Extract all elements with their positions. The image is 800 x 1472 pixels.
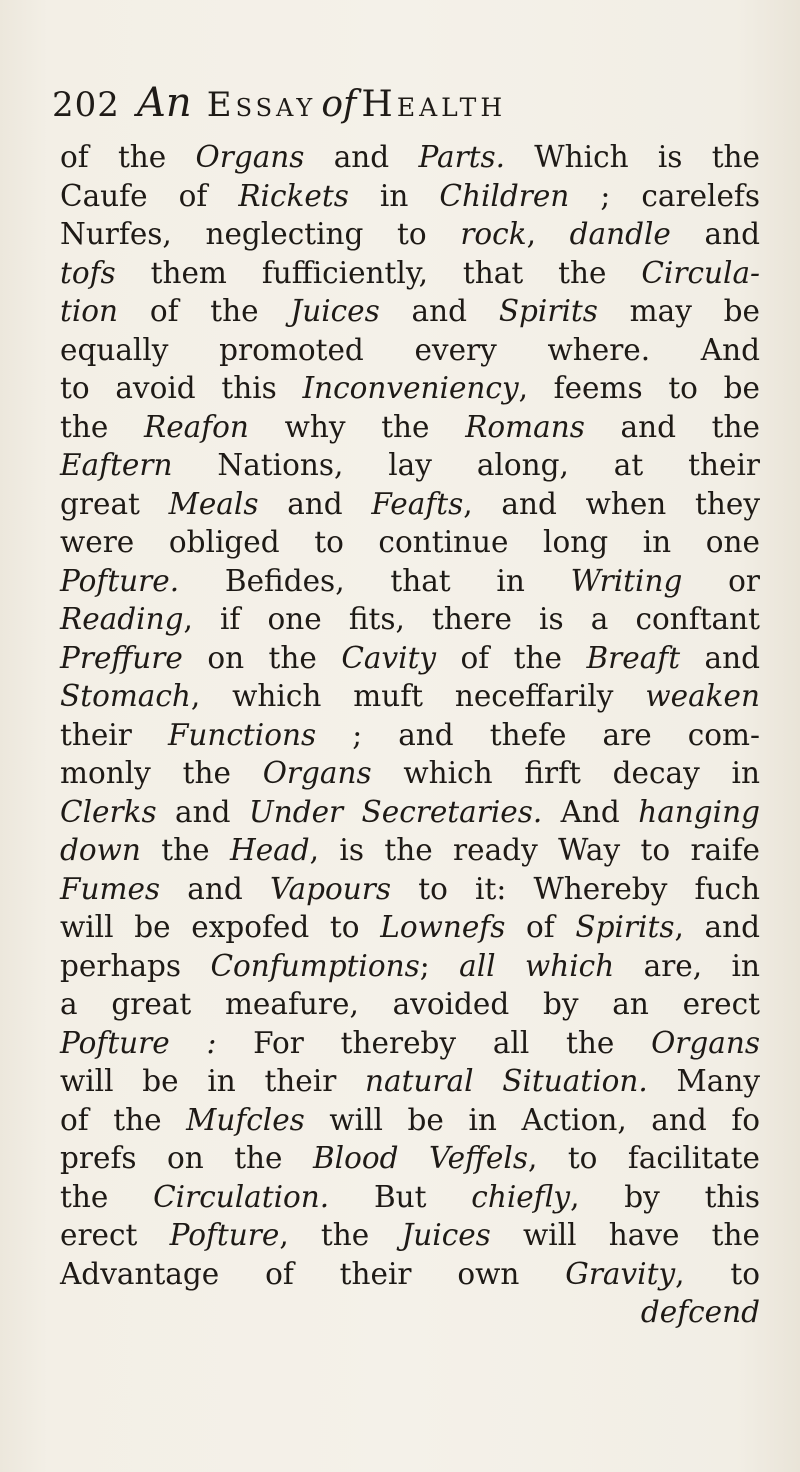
text-segment: But	[329, 1179, 472, 1214]
italic-text: tofs	[60, 255, 116, 290]
text-segment: which firft decay in	[371, 756, 760, 790]
text-line	[60, 254, 760, 293]
italic-text: Organs	[262, 756, 372, 790]
text-segment: may be	[597, 294, 760, 328]
text-line	[60, 1101, 760, 1140]
text-segment: And	[542, 794, 639, 829]
text-line	[60, 177, 760, 216]
text-segment: will be expofed to	[60, 910, 381, 944]
text-line	[60, 331, 760, 370]
text-segment: in	[348, 178, 440, 213]
italic-text: weaken	[645, 679, 760, 713]
italic-text: Lownefs	[380, 910, 506, 944]
italic-text: Circula-	[641, 255, 760, 290]
text-line	[60, 1255, 760, 1294]
text-line	[60, 1139, 760, 1178]
italic-text: Cavity	[341, 640, 437, 675]
italic-text: all which	[459, 948, 615, 983]
text-segment: why the	[248, 409, 466, 444]
italic-text: Rickets	[238, 178, 349, 213]
italic-text: natural Situation.	[365, 1064, 648, 1098]
text-line	[60, 562, 760, 601]
text-segment: Nurfes, neglecting to	[60, 217, 461, 251]
text-segment: perhaps	[60, 948, 211, 983]
italic-text: Spirits	[575, 910, 675, 944]
text-segment: and	[160, 871, 270, 906]
text-line	[60, 1062, 760, 1101]
text-segment: , feems to be	[518, 371, 760, 405]
italic-text: Feafts	[371, 486, 464, 521]
italic-text: Children	[439, 178, 570, 213]
text-segment: , if one fits, there is a conftant	[183, 602, 760, 636]
italic-text: Circulation.	[153, 1179, 330, 1214]
text-line	[60, 600, 760, 639]
italic-text: Pofture.	[60, 563, 180, 598]
text-segment: of the	[118, 294, 291, 328]
italic-text: Writing	[570, 563, 683, 598]
text-segment: and	[156, 794, 249, 829]
italic-text: Juices	[290, 294, 380, 328]
body-text	[60, 138, 760, 1332]
text-segment: to it: Whereby fuch	[391, 871, 760, 906]
text-segment: Befides, that in	[179, 563, 571, 598]
italic-text: dandle	[569, 217, 671, 251]
italic-text: down	[60, 833, 141, 867]
text-segment: on the	[182, 640, 342, 675]
italic-text: Clerks	[60, 794, 157, 829]
text-segment: the	[60, 1179, 154, 1214]
text-segment: and	[258, 486, 372, 521]
italic-text: Fumes	[60, 871, 161, 906]
text-segment: are, in	[614, 948, 760, 983]
text-line	[60, 138, 760, 177]
text-line	[60, 831, 760, 870]
text-segment: to avoid this	[60, 371, 303, 405]
text-line	[60, 793, 760, 832]
italic-text: Functions	[167, 717, 317, 752]
italic-text: Gravity	[565, 1256, 676, 1291]
italic-text: Breaft	[586, 640, 681, 675]
italic-text: Eaftern	[60, 448, 173, 482]
italic-text: Meals	[168, 486, 259, 521]
text-segment: ; carelefs	[569, 178, 760, 213]
header-title-an: An	[137, 80, 192, 126]
text-segment: were obliged to continue long in one	[60, 525, 760, 559]
text-segment: erect	[60, 1218, 170, 1252]
text-segment: , and	[674, 910, 760, 944]
italic-text: Reading	[60, 602, 184, 636]
italic-text: Spirits	[498, 294, 598, 328]
italic-text: tion	[60, 294, 119, 328]
italic-text: Reafon	[144, 409, 249, 444]
text-line	[60, 485, 760, 524]
text-segment: great	[60, 486, 169, 521]
text-segment: and	[680, 640, 760, 675]
text-segment: Which is the	[505, 140, 761, 174]
text-segment: of the	[436, 640, 587, 675]
text-segment: Many	[647, 1064, 760, 1098]
italic-text: Blood Veffels	[312, 1141, 528, 1175]
text-line	[60, 1024, 760, 1063]
text-segment: a great meafure, avoided by an erect	[60, 987, 760, 1021]
text-segment: monly the	[60, 756, 263, 790]
header-title-health: Health	[361, 84, 507, 125]
text-segment: will be in their	[60, 1064, 366, 1098]
italic-text: Vapours	[269, 871, 392, 906]
text-segment: will be in Action, and fo	[304, 1102, 760, 1137]
text-segment: , which muft neceffarily	[190, 679, 646, 713]
italic-text: Stomach	[60, 679, 191, 713]
text-line	[60, 446, 760, 485]
italic-text: Organs	[651, 1025, 761, 1060]
text-segment: Advantage of their own	[60, 1256, 566, 1291]
italic-text: Juices	[401, 1218, 491, 1252]
text-segment: their	[60, 717, 168, 752]
italic-text: Parts.	[418, 140, 506, 174]
text-segment: the	[140, 833, 230, 867]
text-segment: , and when they	[463, 486, 761, 521]
text-line	[60, 677, 760, 716]
text-segment: ;	[419, 948, 460, 983]
text-segment: Nations, lay along, at their	[172, 448, 760, 482]
text-segment: of the	[60, 140, 196, 174]
text-segment: ,	[526, 217, 570, 251]
text-segment: and	[670, 217, 760, 251]
italic-text: Organs	[195, 140, 305, 174]
text-line	[60, 369, 760, 408]
text-segment: For thereby all the	[216, 1025, 652, 1060]
text-segment: Caufe of	[60, 178, 239, 213]
italic-text: chiefly	[471, 1179, 571, 1214]
text-segment: , the	[279, 1218, 402, 1252]
italic-text: Confumptions	[210, 948, 420, 983]
italic-text: Pofture	[169, 1218, 280, 1252]
italic-text: Preffure	[60, 640, 183, 675]
text-segment: will have the	[490, 1218, 760, 1252]
text-line	[60, 985, 760, 1024]
text-segment: , is the ready Way to raife	[309, 833, 760, 867]
text-segment: , to facilitate	[527, 1141, 760, 1175]
page-number: 202	[52, 85, 120, 125]
italic-text: Head	[229, 833, 310, 867]
text-line	[60, 408, 760, 447]
text-segment: of	[505, 910, 576, 944]
italic-text: defcend	[640, 1295, 760, 1329]
italic-text: Inconveniency	[302, 371, 519, 405]
text-segment: them fufficiently, that the	[115, 255, 642, 290]
text-segment: of the	[60, 1102, 187, 1137]
text-segment: , by this	[570, 1179, 760, 1214]
text-line	[60, 292, 760, 331]
text-segment: the	[60, 409, 144, 444]
italic-text: Pofture :	[60, 1025, 217, 1060]
italic-text: hanging	[638, 794, 760, 829]
text-line	[60, 754, 760, 793]
text-line	[60, 870, 760, 909]
text-segment: prefs on the	[60, 1141, 313, 1175]
italic-text: Under Secretaries.	[248, 794, 543, 829]
text-line	[60, 908, 760, 947]
text-segment: equally promoted every where. And	[60, 332, 760, 367]
text-line	[60, 1293, 760, 1332]
text-line	[60, 639, 760, 678]
text-line	[60, 523, 760, 562]
running-header	[52, 80, 752, 136]
text-line	[60, 1178, 760, 1217]
text-segment: ; and thefe are com-	[316, 717, 760, 752]
text-segment: and the	[584, 409, 760, 444]
text-line	[60, 947, 760, 986]
italic-text: Romans	[465, 409, 585, 444]
text-segment: , to	[675, 1256, 761, 1291]
text-line	[60, 716, 760, 755]
text-segment: and	[304, 140, 419, 174]
italic-text: Mufcles	[186, 1102, 305, 1137]
text-line	[60, 1216, 760, 1255]
header-title-of: of	[321, 84, 357, 125]
text-line	[60, 215, 760, 254]
header-title-essay: Essay	[206, 85, 317, 125]
italic-text: rock	[460, 217, 527, 251]
text-segment: or	[682, 563, 760, 598]
text-segment: and	[379, 294, 499, 328]
